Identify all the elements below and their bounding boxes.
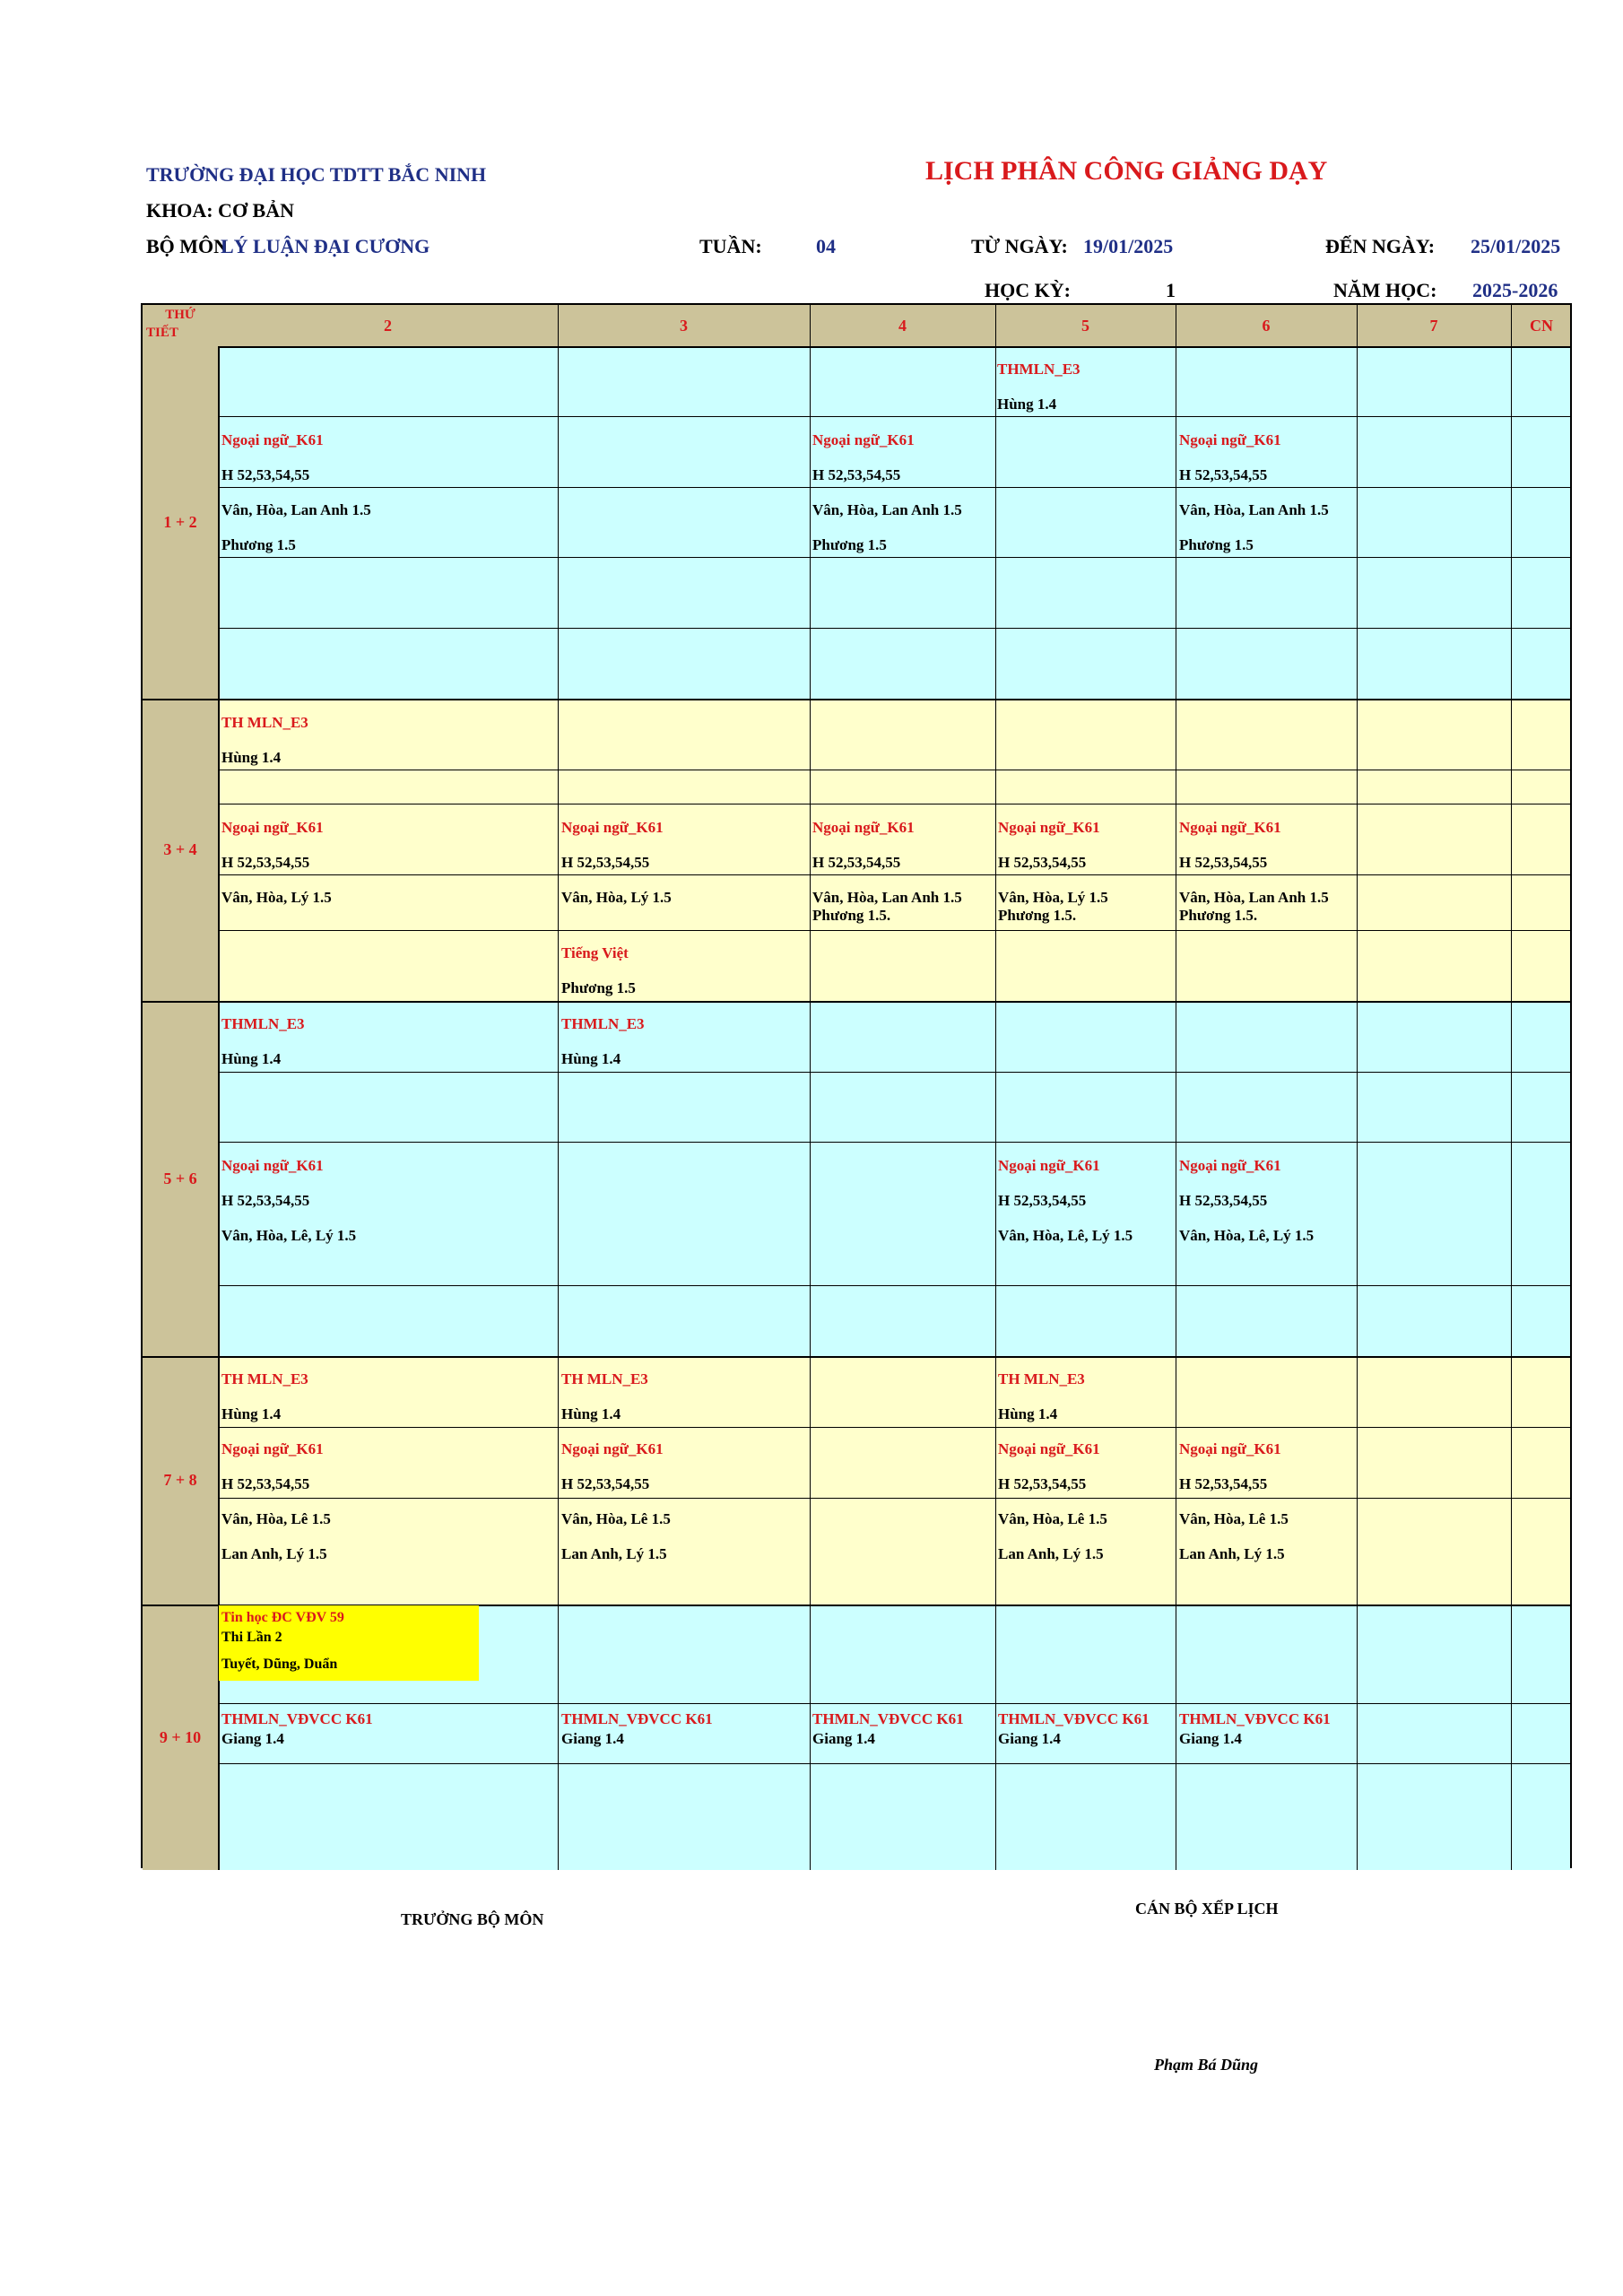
col-divider (1357, 305, 1358, 1870)
day-header-7: 7 (1429, 316, 1438, 335)
year-value: 2025-2026 (1472, 279, 1558, 301)
entry-p910-thu2 (221, 1710, 373, 1748)
period-7-8 (143, 1356, 220, 1605)
entry-teachers: Phương 1.5 (221, 536, 296, 553)
row-divider (218, 930, 1570, 931)
entry-p56-thu5 (998, 1157, 1133, 1245)
day-header-5: 5 (1081, 316, 1089, 335)
entry-teacher: Hùng 1.4 (998, 1405, 1058, 1422)
entry-group: H 52,53,54,55 (221, 1192, 310, 1209)
entry-p78-thu6 (1179, 1440, 1289, 1563)
entry-subject: TH MLN_E3 (561, 1370, 648, 1387)
entry-teachers: Vân, Hòa, Lê, Lý 1.5 (998, 1227, 1133, 1244)
entry-subject: TH MLN_E3 (221, 1370, 308, 1387)
entry-teachers: Vân, Hòa, Lan Anh 1.5 (1179, 501, 1329, 518)
entry-teachers: Vân, Hòa, Lan Anh 1.5 (1179, 889, 1329, 906)
entry-group: H 52,53,54,55 (1179, 854, 1268, 871)
entry-p34-thu3-b (561, 944, 636, 997)
row-divider (218, 1285, 1570, 1286)
entry-p34-thu2-a (221, 714, 308, 767)
entry-group: H 52,53,54,55 (1179, 466, 1268, 483)
entry-p34-thu5 (998, 819, 1108, 925)
entry-group: H 52,53,54,55 (812, 466, 901, 483)
entry-p910-thu3 (561, 1710, 713, 1748)
entry-teachers: Phương 1.5. (812, 907, 891, 924)
entry-subject: THMLN_VĐVCC K61 (812, 1710, 964, 1727)
entry-p78-thu3-a (561, 1370, 648, 1423)
period-divider (143, 1001, 1570, 1003)
entry-subject: TH MLN_E3 (221, 714, 308, 731)
entry-teachers: Lan Anh, Lý 1.5 (561, 1545, 667, 1562)
entry-teachers: Vân, Hòa, Lê 1.5 (561, 1510, 671, 1527)
row-divider (218, 557, 1570, 558)
corner-period-label: TIẾT (146, 326, 178, 340)
entry-teachers: Vân, Hòa, Lê 1.5 (1179, 1510, 1289, 1527)
entry-teachers: Vân, Hòa, Lan Anh 1.5 (221, 501, 371, 518)
scheduler-label: CÁN BỘ XẾP LỊCH (1135, 1900, 1279, 1918)
entry-teachers: Vân, Hòa, Lê, Lý 1.5 (1179, 1227, 1315, 1244)
entry-teachers: Phương 1.5. (1179, 907, 1258, 924)
entry-teacher: Hùng 1.4 (221, 1050, 282, 1067)
row-divider (218, 1427, 1570, 1428)
entry-teachers: Lan Anh, Lý 1.5 (998, 1545, 1104, 1562)
entry-subject: Ngoại ngữ_K61 (812, 431, 915, 448)
entry-teacher: Giang 1.4 (1179, 1730, 1242, 1747)
entry-teacher: Giang 1.4 (998, 1730, 1061, 1747)
entry-group: H 52,53,54,55 (998, 1475, 1087, 1492)
period-label: 9 + 10 (159, 1727, 202, 1746)
entry-note: Thi Lần 2 (221, 1630, 282, 1645)
entry-subject: THMLN_VĐVCC K61 (998, 1710, 1150, 1727)
to-date-label: ĐẾN NGÀY: (1325, 235, 1436, 257)
period-9-10 (143, 1605, 220, 1870)
corner-day-label: THỨ (165, 308, 195, 322)
entry-subject: Ngoại ngữ_K61 (1179, 819, 1281, 836)
entry-p12-thu6 (1179, 431, 1329, 554)
entry-group: H 52,53,54,55 (812, 854, 901, 871)
entry-teacher: Hùng 1.4 (221, 749, 282, 766)
entry-p910-thu6 (1179, 1710, 1331, 1748)
entry-teachers: Phương 1.5 (812, 536, 887, 553)
entry-teacher: Phương 1.5 (561, 979, 636, 996)
entry-p34-thu6 (1179, 819, 1329, 925)
entry-p78-thu2-a (221, 1370, 308, 1423)
period-3-4 (143, 699, 220, 1001)
entry-p78-thu2 (221, 1440, 331, 1563)
entry-teachers: Vân, Hòa, Lý 1.5 (998, 889, 1108, 906)
col-divider (558, 305, 559, 1870)
entry-teacher: Giang 1.4 (812, 1730, 875, 1747)
entry-subject: Ngoại ngữ_K61 (1179, 431, 1281, 448)
week-label: TUẦN: (699, 235, 762, 257)
period-1-2 (143, 346, 220, 699)
row-divider (218, 1142, 1570, 1143)
entry-teacher: Giang 1.4 (561, 1730, 624, 1747)
entry-subject: THMLN_E3 (221, 1015, 305, 1032)
entry-teachers: Vân, Hòa, Lê 1.5 (998, 1510, 1107, 1527)
entry-teacher: Hùng 1.4 (221, 1405, 282, 1422)
entry-group: H 52,53,54,55 (561, 854, 650, 871)
col-divider (810, 305, 811, 1870)
entry-teachers: Lan Anh, Lý 1.5 (1179, 1545, 1285, 1562)
entry-subject: Ngoại ngữ_K61 (1179, 1157, 1281, 1174)
year-label: NĂM HỌC: (1333, 279, 1437, 301)
from-date-label: TỪ NGÀY: (971, 235, 1068, 257)
dept-name: LÝ LUẬN ĐẠI CƯƠNG (221, 235, 430, 257)
period-label: 3 + 4 (163, 840, 197, 858)
entry-teacher: Hùng 1.4 (561, 1050, 621, 1067)
entry-p56-thu6 (1179, 1157, 1314, 1245)
row-divider (218, 416, 1570, 417)
entry-group: H 52,53,54,55 (221, 1475, 310, 1492)
entry-p12-thu2 (221, 431, 371, 554)
entry-subject: THMLN_VĐVCC K61 (1179, 1710, 1331, 1727)
entry-teachers: Vân, Hòa, Lý 1.5 (561, 889, 672, 906)
entry-subject: Ngoại ngữ_K61 (221, 431, 324, 448)
entry-subject: Ngoại ngữ_K61 (1179, 1440, 1281, 1457)
school-name: TRƯỜNG ĐẠI HỌC TDTT BẮC NINH (146, 163, 487, 186)
row-divider (218, 1703, 1570, 1704)
entry-teachers: Vân, Hòa, Lê, Lý 1.5 (221, 1227, 357, 1244)
entry-p78-thu5 (998, 1440, 1107, 1563)
row-divider (218, 1498, 1570, 1499)
week-value: 04 (816, 235, 836, 257)
entry-teachers: Vân, Hòa, Lan Anh 1.5 (812, 501, 962, 518)
entry-p78-thu3 (561, 1440, 671, 1563)
entry-subject: Ngoại ngữ_K61 (998, 1440, 1100, 1457)
scheduler-name: Phạm Bá Dũng (1154, 2056, 1259, 2074)
entry-teachers: Vân, Hòa, Lan Anh 1.5 (812, 889, 962, 906)
row-divider (218, 1763, 1570, 1764)
entry-subject: THMLN_VĐVCC K61 (561, 1710, 713, 1727)
period-divider (143, 1356, 1570, 1358)
entry-teachers: Vân, Hòa, Lý 1.5 (221, 889, 332, 906)
entry-subject: THMLN_E3 (561, 1015, 645, 1032)
day-header-4: 4 (898, 316, 907, 335)
faculty-label: KHOA: CƠ BẢN (146, 199, 294, 222)
entry-p12-thu4 (812, 431, 962, 554)
entry-teachers: Vân, Hòa, Lê 1.5 (221, 1510, 331, 1527)
entry-group: H 52,53,54,55 (561, 1475, 650, 1492)
entry-group: H 52,53,54,55 (998, 1192, 1087, 1209)
entry-group: H 52,53,54,55 (1179, 1475, 1268, 1492)
entry-group: H 52,53,54,55 (998, 854, 1087, 871)
period-label: 1 + 2 (163, 513, 197, 531)
entry-p34-thu3 (561, 819, 672, 907)
entry-p56-thu3-a (561, 1015, 645, 1068)
dept-label: BỘ MÔN (146, 235, 229, 257)
row-divider (218, 1072, 1570, 1073)
day-header-2: 2 (384, 316, 392, 335)
entry-p34-thu2 (221, 819, 332, 907)
entry-teacher: Hùng 1.4 (997, 396, 1057, 413)
entry-subject: Tiếng Việt (561, 944, 629, 961)
entry-group: H 52,53,54,55 (221, 854, 310, 871)
entry-p56-thu2 (221, 1157, 356, 1245)
entry-subject: Ngoại ngữ_K61 (221, 1440, 324, 1457)
entry-subject: Ngoại ngữ_K61 (561, 1440, 664, 1457)
entry-subject: TH MLN_E3 (998, 1370, 1085, 1387)
entry-p910-thu5 (998, 1710, 1150, 1748)
entry-subject: Ngoại ngữ_K61 (221, 819, 324, 836)
term-value: 1 (1166, 279, 1176, 301)
period-label: 7 + 8 (163, 1471, 197, 1489)
entry-subject: Ngoại ngữ_K61 (998, 819, 1100, 836)
row-divider (218, 628, 1570, 629)
col-divider (1511, 305, 1512, 1870)
head-of-dept-label: TRƯỞNG BỘ MÔN (401, 1910, 544, 1928)
entry-teachers: Tuyết, Dũng, Duẩn (221, 1657, 338, 1672)
entry-p34-thu4 (812, 819, 962, 925)
entry-subject: Ngoại ngữ_K61 (221, 1157, 324, 1174)
entry-subject: THMLN_VĐVCC K61 (221, 1710, 373, 1727)
period-label: 5 + 6 (163, 1169, 197, 1187)
entry-p78-thu5-a (998, 1370, 1085, 1423)
entry-subject: Tin học ĐC VĐV 59 (221, 1610, 344, 1625)
day-header-3: 3 (680, 316, 688, 335)
entry-teachers: Phương 1.5. (998, 907, 1077, 924)
entry-subject: Ngoại ngữ_K61 (812, 819, 915, 836)
col-divider (995, 305, 996, 1870)
entry-group: H 52,53,54,55 (221, 466, 310, 483)
entry-p56-thu2-a (221, 1015, 305, 1068)
entry-teachers: Phương 1.5 (1179, 536, 1254, 553)
entry-teacher: Giang 1.4 (221, 1730, 284, 1747)
entry-subject: Ngoại ngữ_K61 (998, 1157, 1100, 1174)
to-date-value: 25/01/2025 (1471, 235, 1561, 257)
day-header-6: 6 (1262, 316, 1271, 335)
entry-teacher: Hùng 1.4 (561, 1405, 621, 1422)
page-title: LỊCH PHÂN CÔNG GIẢNG DẠY (925, 156, 1328, 186)
term-label: HỌC KỲ: (985, 279, 1071, 301)
schedule-table (141, 303, 1572, 1868)
entry-group: H 52,53,54,55 (1179, 1192, 1268, 1209)
day-header-cn: CN (1530, 316, 1553, 335)
entry-subject: THMLN_E3 (997, 361, 1081, 378)
entry-teachers: Lan Anh, Lý 1.5 (221, 1545, 327, 1562)
period-divider (143, 699, 1570, 700)
entry-p910-thu4 (812, 1710, 964, 1748)
from-date-value: 19/01/2025 (1083, 235, 1174, 257)
entry-p910-exam (221, 1609, 344, 1674)
entry-p12-thu5 (997, 361, 1081, 413)
period-5-6 (143, 1001, 220, 1356)
entry-subject: Ngoại ngữ_K61 (561, 819, 664, 836)
